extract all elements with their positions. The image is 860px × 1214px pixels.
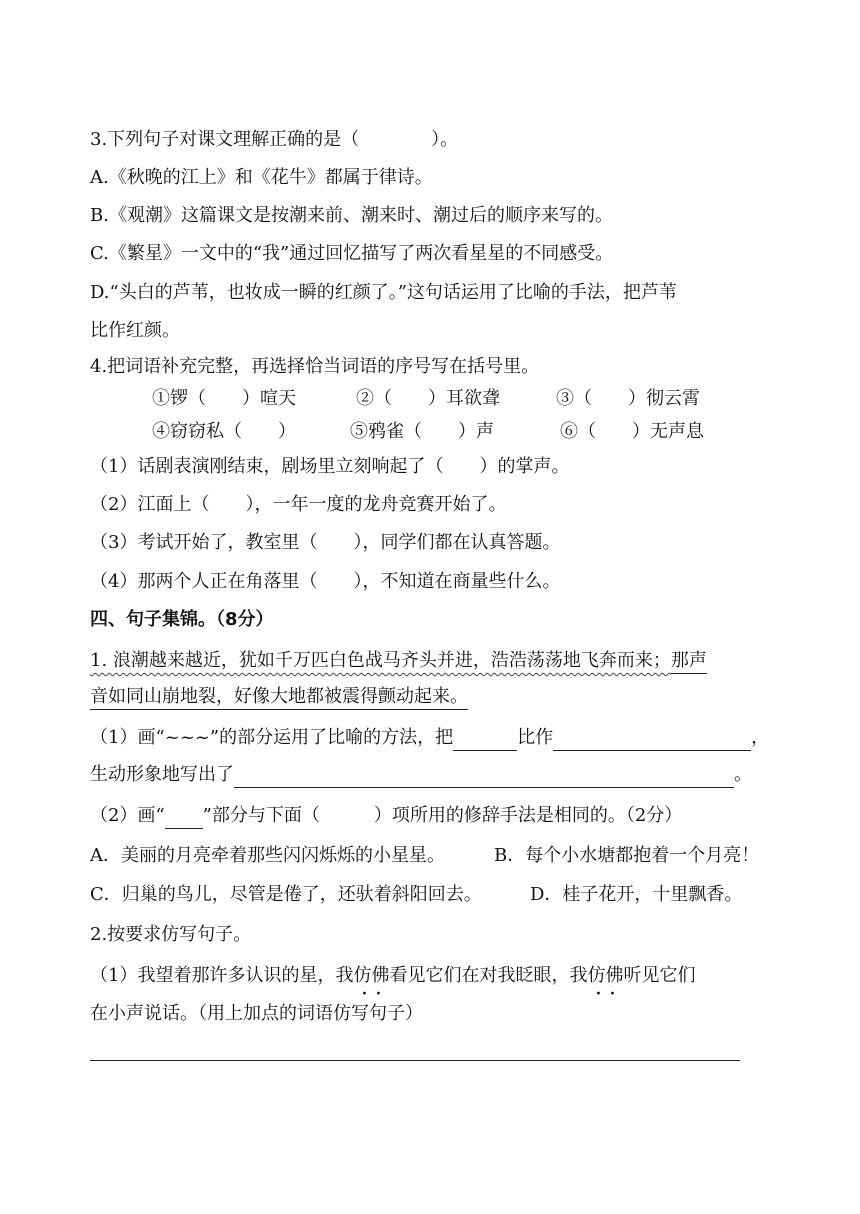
option-b: B．每个小水塘都抱着一个月亮！: [494, 845, 760, 866]
imitation-text-c: 听见它们: [623, 965, 696, 986]
q4-item-3: （3）考试开始了，教室里（ ），同学们都在认真答题。: [90, 532, 561, 553]
q4-word-1: ①锣（ ）喧天: [152, 388, 296, 409]
sub-q1-text-e: 。: [734, 764, 752, 785]
q4-item-4: （4）那两个人正在角落里（ ），不知道在商量些什么。: [90, 571, 561, 592]
q3-option-a: A.《秋晚的江上》和《花牛》都属于律诗。: [90, 167, 433, 188]
q4-word-5: ⑤鸦雀（ ）声: [350, 421, 494, 442]
q4-item-2: （2）江面上（ ），一年一度的龙舟竞赛开始了。: [90, 494, 507, 515]
answer-blank-3[interactable]: [234, 767, 734, 788]
sub-q2-text-a: （2）画“: [90, 805, 165, 826]
straight-underlined-text-2: 音如同山崩地裂，好像大地都被震得颤动起来。: [90, 686, 468, 710]
passage-line-2: [90, 684, 468, 710]
answer-writing-line[interactable]: [90, 1060, 740, 1061]
q4-word-3: ③（ ）彻云霄: [556, 388, 700, 409]
imitation-text-a: （1）我望着那许多认识的星，我: [90, 965, 354, 986]
imitation-sentence-cont: 在小声说话。（用上加点的词语仿写句子）: [90, 1003, 423, 1024]
q3-option-d: D.“头白的芦苇，也妆成一瞬的红颜了。”这句话运用了比喻的手法，把芦苇: [90, 282, 677, 303]
imitation-sentence: [90, 963, 695, 989]
sub-q2-text-b: ”部分与下面（ ）项所用的修辞手法是相同的。（2分）: [202, 805, 683, 826]
q4-stem: 4.把词语补充完整，再选择恰当词语的序号写在括号里。: [90, 356, 540, 377]
section-heading: 四、句子集锦。（8分）: [90, 609, 274, 630]
q3-option-d-cont: 比作红颜。: [90, 320, 180, 341]
sub-question-1-cont: [90, 762, 752, 788]
q3-stem: 3.下列句子对课文理解正确的是（ ）。: [90, 129, 459, 150]
imitation-text-b: 看见它们在对我眨眼，我: [389, 965, 588, 986]
passage-line-1: [90, 648, 707, 674]
option-d: D．桂子花开，十里飘香。: [530, 884, 743, 905]
sub-q1-text-c: ，: [751, 727, 770, 748]
straight-underlined-text: 那声: [671, 650, 707, 674]
q4-item-1: （1）话剧表演刚结束，剧场里立刻响起了（ ）的掌声。: [90, 456, 570, 477]
question-2-stem: 2.按要求仿写句子。: [90, 924, 252, 945]
option-a: A．美丽的月亮牵着那些闪闪烁烁的小星星。: [90, 845, 445, 866]
answer-blank-1[interactable]: [453, 730, 517, 751]
q4-word-6: ⑥（ ）无声息: [560, 421, 704, 442]
answer-blank-2[interactable]: [553, 730, 751, 751]
sub-q1-text-a: （1）画“~~~”的部分运用了比喻的方法，把: [90, 727, 454, 748]
q4-word-4: ④窃窃私（ ）: [152, 421, 296, 442]
sub-q1-text-d: 生动形象地写出了: [90, 764, 234, 785]
option-c: C．归巢的鸟儿，尽管是倦了，还驮着斜阳回去。: [90, 884, 482, 905]
dotted-word-2: 仿佛 · ·: [587, 963, 623, 989]
sub-question-2: [90, 803, 682, 829]
sub-question-1: [90, 725, 769, 751]
q3-option-c: C.《繁星》一文中的“我”通过回忆描写了两次看星星的不同感受。: [90, 243, 614, 264]
wavy-underlined-text: 1. 浪潮越来越近，犹如千万匹白色战马齐头并进，浩浩荡荡地飞奔而来；: [90, 650, 671, 671]
q4-word-2: ②（ ）耳欲聋: [356, 388, 500, 409]
sub-q1-text-b: 比作: [517, 727, 554, 748]
underline-sample: [165, 808, 203, 829]
q3-option-b: B.《观潮》这篇课文是按潮来前、潮来时、潮过后的顺序来写的。: [90, 205, 613, 226]
dotted-word-1: 仿佛 · ·: [353, 963, 389, 989]
